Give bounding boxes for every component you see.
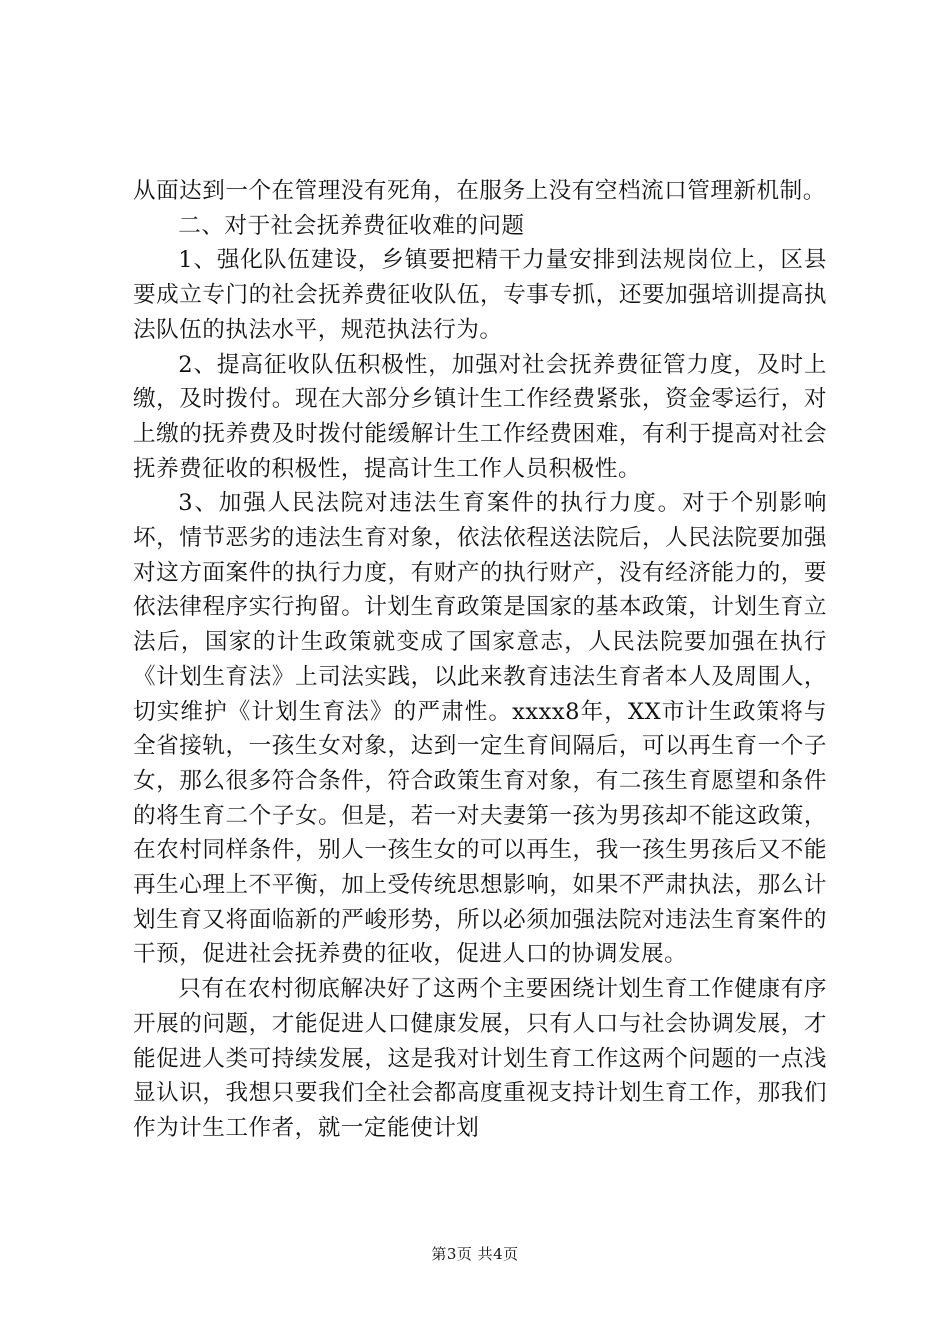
page-number: 第3页 共4页 bbox=[431, 1245, 519, 1263]
document-body bbox=[133, 174, 827, 1146]
paragraph-continuation: 从面达到一个在管理没有死角，在服务上没有空档流口管理新机制。 bbox=[133, 178, 826, 204]
page-footer bbox=[0, 1244, 950, 1264]
paragraph-point-1: 1、强化队伍建设，乡镇要把精干力量安排到法规岗位上，区县要成立专门的社会抚养费征收队伍，专事专抓，还要加强培训提高执法队伍的执法水平，规范执法行为。 bbox=[133, 247, 827, 343]
section-heading: 二、对于社会抚养费征收难的问题 bbox=[178, 212, 525, 239]
paragraph-point-2: 2、提高征收队伍积极性，加强对社会抚养费征管力度，及时上缴，及时拨付。现在大部分乡镇计生工作经费紧张，资金零运行，对上缴的抚养费及时拨付能缓解计生工作经费困难，有利于提高对社会抚养费征收的积极性，提高计生工作人员积极性。 bbox=[133, 351, 827, 482]
paragraph-point-3: 3、加强人民法院对违法生育案件的执行力度。对于个别影响坏，情节恶劣的违法生育对象，依法依程送法院后，人民法院要加强对这方面案件的执行力度，有财产的执行财产，没有经济能力的，要依法律程序实行拘留。计划生育政策是国家的基本政策，计划生育立法后，国家的计生政策就变成了国家意志，人民法院要加强在执行《计划生育法》上司法实践，以此来教育违法生育者本人及周围人，切实维护《计划生育法》的严肃性。xxxx8年，XX市计生政策将与全省接轨，一孩生女对象，达到一定生育间隔后，可以再生育一个子女，那么很多符合条件，符合政策生育对象，有二孩生育愿望和条件的将生育二个子女。但是，若一对夫妻第一孩为男孩却不能这政策，在农村同样条件，别人一孩生女的可以再生，我一孩生男孩后又不能再生心理上不平衡，加上受传统思想影响，如果不严肃执法，那么计划生育又将面临新的严峻形势，所以必须加强法院对违法生育案件的干预，促进社会抚养费的征收，促进人口的协调发展。 bbox=[133, 490, 827, 968]
paragraph-conclusion: 只有在农村彻底解决好了这两个主要困绕计划生育工作健康有序开展的问题，才能促进人口健康发展，只有人口与社会协调发展，才能促进人类可持续发展，这是我对计划生育工作这两个问题的一点浅显认识，我想只要我们全社会都高度重视支持计划生育工作，那我们作为计生工作者，就一定能使计划 bbox=[133, 976, 827, 1141]
